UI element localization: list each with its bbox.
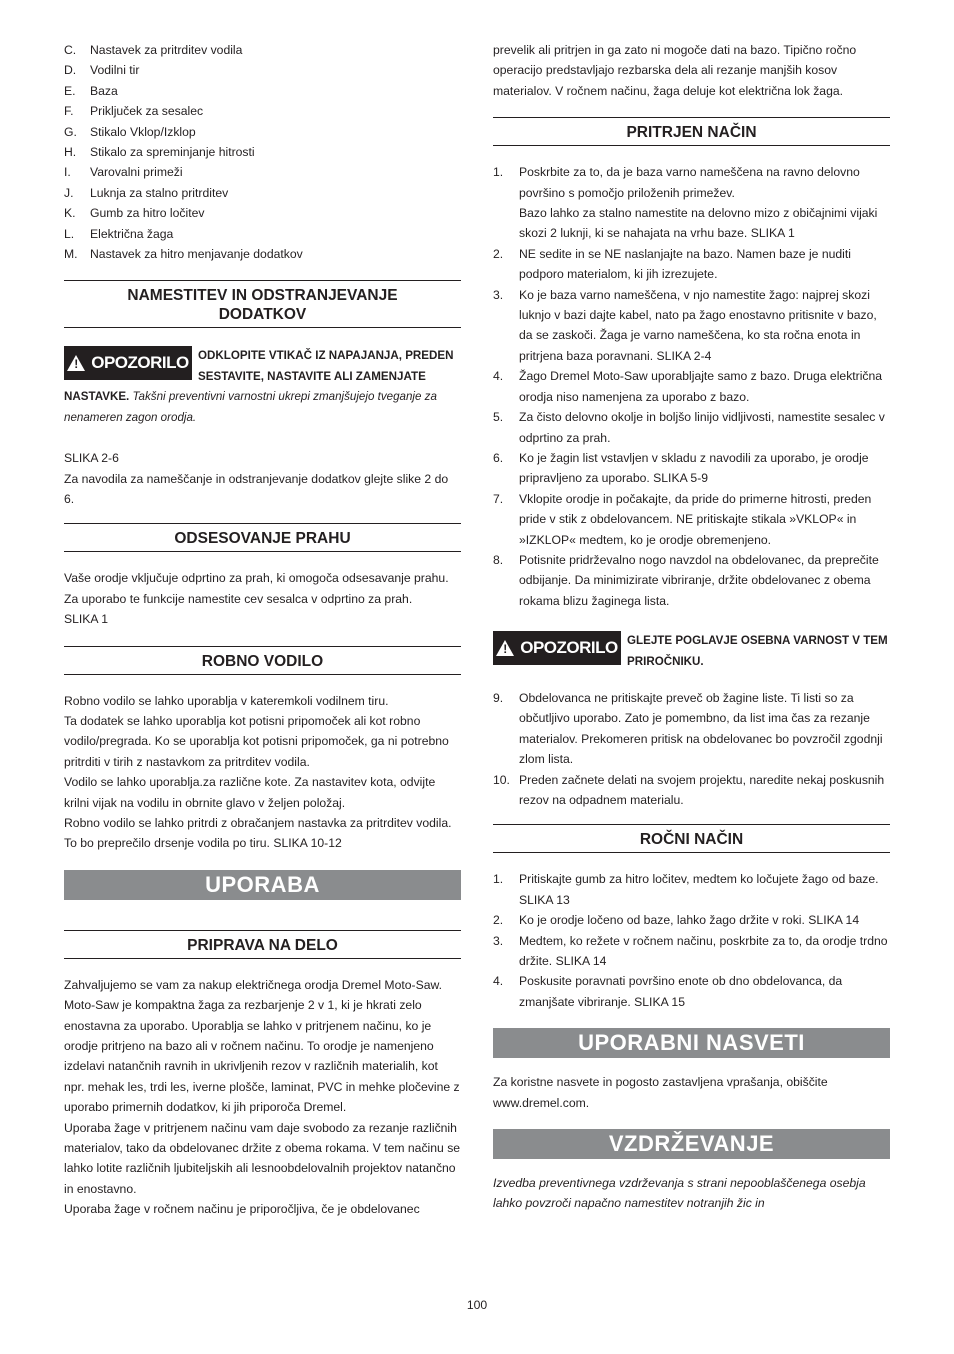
list-marker: M. <box>64 247 78 262</box>
list-text: Ko je baza varno nameščena, v njo namestite žago: najprej skozi luknjo v bazi dajte kabel, nato pa žago enostavno pritisnite v bazo, da se zaskoči. Žaga je varno nameščena, ko sta ročna enota in pritrjena baza poravnani. SLIKA 2-4 <box>519 287 877 363</box>
list-marker: J. <box>64 185 74 200</box>
list-marker: H. <box>64 145 77 160</box>
list-item <box>64 122 461 142</box>
pritrjen-list-b <box>493 688 890 810</box>
warning-italic-text: Takšni preventivni varnostni ukrepi zmanjšujejo tveganje za nenameren zagon orodja. <box>64 390 437 424</box>
list-text: Varovalni primeži <box>90 165 183 180</box>
list-item <box>493 162 890 203</box>
list-text: Nastavek za hitro menjavanje dodatkov <box>90 247 303 262</box>
list-text: Vodilni tir <box>90 63 140 78</box>
list-text: Ko je orodje ločeno od baze, lahko žago držite v roki. SLIKA 14 <box>519 913 860 928</box>
list-marker: F. <box>64 104 74 119</box>
list-text: Pritiskajte gumb za hitro ločitev, medtem ko ločujete žago od baze. SLIKA 13 <box>519 872 879 907</box>
list-item <box>493 688 890 770</box>
list-text: Luknja za stalno pritrditev <box>90 185 229 200</box>
list-item <box>493 910 890 930</box>
list-text: Medtem, ko režete v ročnem načinu, poskrbite za to, da orodje trdno držite. SLIKA 14 <box>519 933 888 969</box>
rocni-list <box>493 869 890 1012</box>
robno-text-3: Vodilo se lahko uporablja.za različne kote. Za nastavitev kota, odvijte krilni vijak na vodilu in obrnite glavo v željen položaj. <box>64 775 436 810</box>
list-text: Gumb za hitro ločitev <box>90 206 205 221</box>
list-item <box>493 971 890 1012</box>
left-column <box>64 40 461 1220</box>
list-marker: 10. <box>493 772 510 787</box>
list-text: Priključek za sesalec <box>90 104 204 119</box>
odsesovanje-text: Vaše orodje vključuje odprtino za prah, ki omogoča odsesavanje prahu. Za uporabo te funkcije namestite cev sesalca v odprtino za prah. <box>64 571 449 606</box>
list-marker: 4. <box>493 369 504 384</box>
list-item <box>64 244 461 264</box>
list-text: Bazo lahko za stalno namestite na delovno mizo z običajnimi vijaki skozi 2 luknji, ki se nahajata na vrhu baze. SLIKA 1 <box>519 206 878 241</box>
list-text: Preden začnete delati na svojem projektu, naredite nekaj poskusnih rezov na odpadnem materialu. <box>519 772 885 807</box>
priprava-text-2: Uporaba žage v pritrjenem načinu vam daje svobodo za rezanje različnih materialov, tako da obdelovanec držite z obema rokama. V tem načinu se lahko lotite različnih ljubiteljskih ali lesnoobdelovalnih projektov natančno in enostavno. <box>64 1120 461 1196</box>
list-marker: 9. <box>493 690 504 705</box>
heading-pritrjen: PRITRJEN NAČIN <box>493 117 890 146</box>
list-text: Električna žaga <box>90 226 174 241</box>
list-item <box>64 142 461 162</box>
list-text: Stikalo Vklop/Izklop <box>90 124 196 139</box>
list-marker: 4. <box>493 974 504 989</box>
namestitev-text: Za navodila za nameščanje in odstranjevanje dodatkov glejte slike 2 do 6. <box>64 471 449 506</box>
heading-nasveti: UPORABNI NASVETI <box>493 1028 890 1058</box>
list-text: NE sedite in se NE naslanjajte na bazo. Namen baze je nuditi podporo materialom, ki jih izrezujete. <box>519 246 851 282</box>
list-item <box>64 183 461 203</box>
warning-block-2 <box>493 631 890 672</box>
warning-triangle-icon <box>496 640 514 656</box>
list-marker: 2. <box>493 246 504 261</box>
list-text: Za čisto delovno okolje in boljšo linijo vidljivosti, namestite sesalec v odprtino za prah. <box>519 410 885 445</box>
list-item <box>493 203 890 244</box>
list-text: Žago Dremel Moto-Saw uporabljajte samo z bazo. Druga električna orodja niso namenjena za uporabo z bazo. <box>519 369 883 404</box>
heading-vzdrzevanje: VZDRŽEVANJE <box>493 1129 890 1159</box>
heading-priprava: PRIPRAVA NA DELO <box>64 930 461 959</box>
list-item <box>493 285 890 367</box>
list-marker: 8. <box>493 552 504 567</box>
list-marker: 1. <box>493 165 504 180</box>
list-text: Ko je žagin list vstavljen v skladu z navodili za uporabo, je orodje pripravljeno za uporabo. SLIKA 5-9 <box>519 450 869 486</box>
list-marker: 3. <box>493 933 504 948</box>
list-item <box>64 162 461 182</box>
heading-rocni: ROČNI NAČIN <box>493 824 890 853</box>
list-marker: G. <box>64 124 77 139</box>
vzdrzevanje-text: Izvedba preventivnega vzdrževanja s strani nepooblaščenega osebja lahko povzroči napačno namestitev notranjih žic in <box>493 1176 866 1211</box>
heading-uporaba: UPORABA <box>64 870 461 900</box>
list-item <box>493 869 890 910</box>
list-marker: D. <box>64 63 77 78</box>
parts-list <box>64 40 461 264</box>
list-marker: 3. <box>493 287 504 302</box>
heading-odsesovanje: ODSESOVANJE PRAHU <box>64 523 461 552</box>
list-text: Poskrbite za to, da je baza varno nameščena na ravno delovno površino s pomočjo priloženih primežev. <box>519 165 860 200</box>
page-number: 100 <box>466 1298 488 1312</box>
list-item <box>493 407 890 448</box>
warning-bold-text: ODKLOPITE VTIKAČ IZ NAPAJANJA, PREDEN SESTAVITE, NASTAVITE ALI ZAMENJATE NASTAVKE. <box>64 349 454 404</box>
list-text: Stikalo za spreminjanje hitrosti <box>90 145 255 160</box>
warning-badge: ! OPOZORILO <box>64 346 192 380</box>
list-text: Baza <box>90 83 118 98</box>
warning-triangle-icon <box>67 355 85 371</box>
pritrjen-list-a <box>493 162 890 611</box>
warning-badge: ! OPOZORILO <box>493 631 621 665</box>
heading-namestitev: NAMESTITEV IN ODSTRANJEVANJE DODATKOV <box>64 280 461 328</box>
list-item <box>493 448 890 489</box>
list-marker: 7. <box>493 491 504 506</box>
list-text: Poskusite poravnati površino enote ob dno obdelovanca, da zmanjšate vibriranje. SLIKA 15 <box>519 974 843 1009</box>
priprava-text-1: Zahvaljujemo se vam za nakup električnega orodja Dremel Moto-Saw. Moto-Saw je kompaktna žaga za rezbarjenje 2 v 1, ki je hkrati zelo enostavna za uporabo. Uporablja se lahko v pritrjenem načinu, ko je orodje pritrjeno na bazo ali v ročnem načinu. To orodje je namenjeno izdelavi natančnih ravnih in ukrivljenih rezov v različnih materialih, kot npr. mehak les, trdi les, iverne plošče, laminat, PVC in mehke pločevine z uporabo primernih dodatkov, ki jih priporoča Dremel. <box>64 977 460 1115</box>
list-item <box>493 931 890 972</box>
list-marker: 6. <box>493 450 504 465</box>
heading-robno-vodilo: ROBNO VODILO <box>64 646 461 675</box>
priprava-text-3: Uporaba žage v ročnem načinu je priporočljiva, če je obdelovanec <box>64 1202 420 1217</box>
list-text: Vklopite orodje in počakajte, da pride do primerne hitrosti, preden pride v stik z obdelovancem. NE pritiskajte stikala »VKLOP« in »IZKLOP« medtem, ko je orodje obremenjeno. <box>519 491 872 547</box>
list-marker: E. <box>64 83 76 98</box>
list-item <box>64 60 461 80</box>
list-item <box>64 224 461 244</box>
list-marker: L. <box>64 226 75 241</box>
list-item <box>64 40 461 60</box>
list-item <box>493 770 890 811</box>
robno-text-2: Ta dodatek se lahko uporablja kot potisni pripomoček ali kot robno vodilo/pregrada. Ko se uporablja kot potisni pripomoček, ga ni potrebno pritrditi v tirih z nastavkom za pritrditev vodila. <box>64 713 449 769</box>
list-marker: 1. <box>493 872 504 887</box>
list-item <box>64 101 461 121</box>
robno-text-4: Robno vodilo se lahko pritrdi z obračanjem nastavka za pritrditev vodila. To bo preprečilo drsenje vodila po tiru. SLIKA 10-12 <box>64 815 452 851</box>
list-marker: K. <box>64 206 76 221</box>
list-marker: 5. <box>493 410 504 425</box>
slika-2-6: SLIKA 2-6 <box>64 451 119 466</box>
list-text: Obdelovanca ne pritiskajte preveč ob žagine liste. Ti listi so za občutljivo uporabo. Zato je pomembno, da list ima čas za rezanje materialov. Prekomeren pritisk na obdelovanec bo povzročil zgodnji zlom lista. <box>519 690 883 767</box>
list-item <box>64 81 461 101</box>
odsesovanje-slika: SLIKA 1 <box>64 612 109 627</box>
list-marker <box>493 203 519 244</box>
list-marker: 2. <box>493 913 504 928</box>
warning-block-1 <box>64 346 461 428</box>
list-text: Nastavek za pritrditev vodila <box>90 43 243 57</box>
list-item <box>493 550 890 611</box>
list-item <box>493 244 890 285</box>
list-item <box>493 489 890 550</box>
list-item <box>64 203 461 223</box>
nasveti-text: Za koristne nasvete in pogosto zastavljena vprašanja, obiščite www.dremel.com. <box>493 1075 828 1110</box>
list-item <box>493 366 890 407</box>
right-column <box>493 40 890 1214</box>
list-text: Potisnite pridrževalno nogo navzdol na obdelovanec, da preprečite odbijanje. Da minimizirate vibriranje, držite obdelovanec z obema rokama blizu žaginega lista. <box>519 552 879 608</box>
robno-text-1: Robno vodilo se lahko uporablja v kateremkoli vodilnem tiru. <box>64 693 389 708</box>
list-marker: C. <box>64 43 77 57</box>
list-marker: I. <box>64 165 71 180</box>
warning-bold-text: GLEJTE POGLAVJE OSEBNA VARNOST V TEM PRIROČNIKU. <box>627 634 888 668</box>
continued-text: prevelik ali pritrjen in ga zato ni mogoče dati na bazo. Tipično ročno operacijo predstavljajo rezbarska dela ali rezanje manjših kosov materialov. V ročnem načinu, žaga deluje kot električna lok žaga. <box>493 43 857 98</box>
